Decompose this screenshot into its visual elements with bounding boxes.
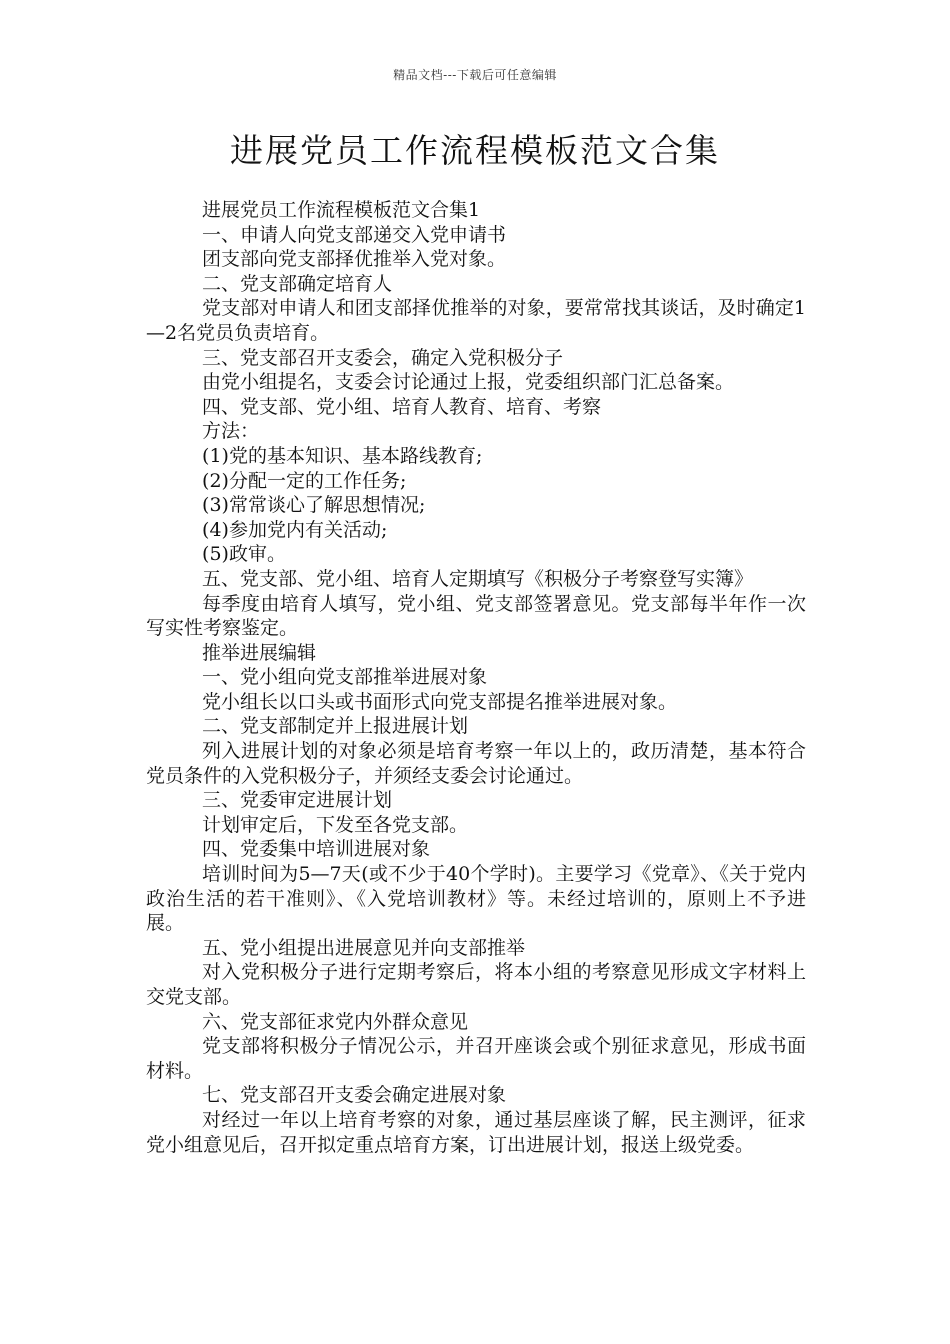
paragraph: 团支部向党支部择优推举入党对象。 [202,248,507,271]
paragraph: 三、党支部召开支委会，确定入党积极分子 [202,346,564,369]
paragraph: 对入党积极分子进行定期考察后，将本小组的考察意见形成文字材料上交党支部。 [146,961,806,1008]
document-body [146,198,806,1157]
paragraph: 二、党支部确定培育人 [202,272,393,295]
paragraph: 七、党支部召开支委会确定进展对象 [202,1084,507,1107]
paragraph: 一、党小组向党支部推举进展对象 [202,666,488,689]
paragraph: 推举进展编辑 [202,641,317,664]
paragraph: (4)参加党内有关活动; [202,518,388,541]
paragraph: 培训时间为5—7天(或不少于40个学时)。主要学习《党章》、《关于党内政治生活的若干准则》、《入党培训教材》等。未经过培训的，原则上不予进展。 [146,863,806,935]
paragraph: (2)分配一定的工作任务; [202,469,407,492]
paragraph: 每季度由培育人填写，党小组、党支部签署意见。党支部每半年作一次写实性考察鉴定。 [146,592,806,640]
document-title: 进展党员工作流程模板范文合集 [230,131,720,170]
paragraph: 五、党支部、党小组、培育人定期填写《积极分子考察登写实簿》 [202,567,754,590]
paragraph: 进展党员工作流程模板范文合集1 [202,199,481,221]
paragraph: 六、党支部征求党内外群众意见 [202,1010,469,1033]
paragraph: 二、党支部制定并上报进展计划 [202,715,469,738]
paragraph: 三、党委审定进展计划 [202,789,393,812]
paragraph: 党小组长以口头或书面形式向党支部提名推举进展对象。 [202,690,678,713]
header-note: 精品文档---下载后可任意编辑 [393,68,557,82]
paragraph: (5)政审。 [202,543,286,566]
paragraph: 计划审定后，下发至各党支部。 [202,813,469,836]
paragraph: 五、党小组提出进展意见并向支部推举 [202,936,526,959]
paragraph: (1)党的基本知识、基本路线教育; [202,444,483,467]
paragraph: 方法： [202,420,260,443]
paragraph: 党支部对申请人和团支部择优推举的对象，要常常找其谈话，及时确定1—2名党员负责培育。 [146,297,806,344]
paragraph: 四、党支部、党小组、培育人教育、培育、考察 [202,395,602,418]
paragraph: 列入进展计划的对象必须是培育考察一年以上的，政历清楚，基本符合党员条件的入党积极分子，并须经支委会讨论通过。 [146,740,806,787]
paragraph: 四、党委集中培训进展对象 [202,838,431,861]
paragraph: 由党小组提名，支委会讨论通过上报，党委组织部门汇总备案。 [202,371,735,394]
paragraph: 一、申请人向党支部递交入党申请书 [202,223,507,246]
paragraph: 党支部将积极分子情况公示，并召开座谈会或个别征求意见，形成书面材料。 [146,1035,806,1082]
paragraph: 对经过一年以上培育考察的对象，通过基层座谈了解，民主测评，征求党小组意见后，召开拟定重点培育方案，订出进展计划，报送上级党委。 [146,1108,806,1156]
paragraph: (3)常常谈心了解思想情况; [202,494,426,517]
